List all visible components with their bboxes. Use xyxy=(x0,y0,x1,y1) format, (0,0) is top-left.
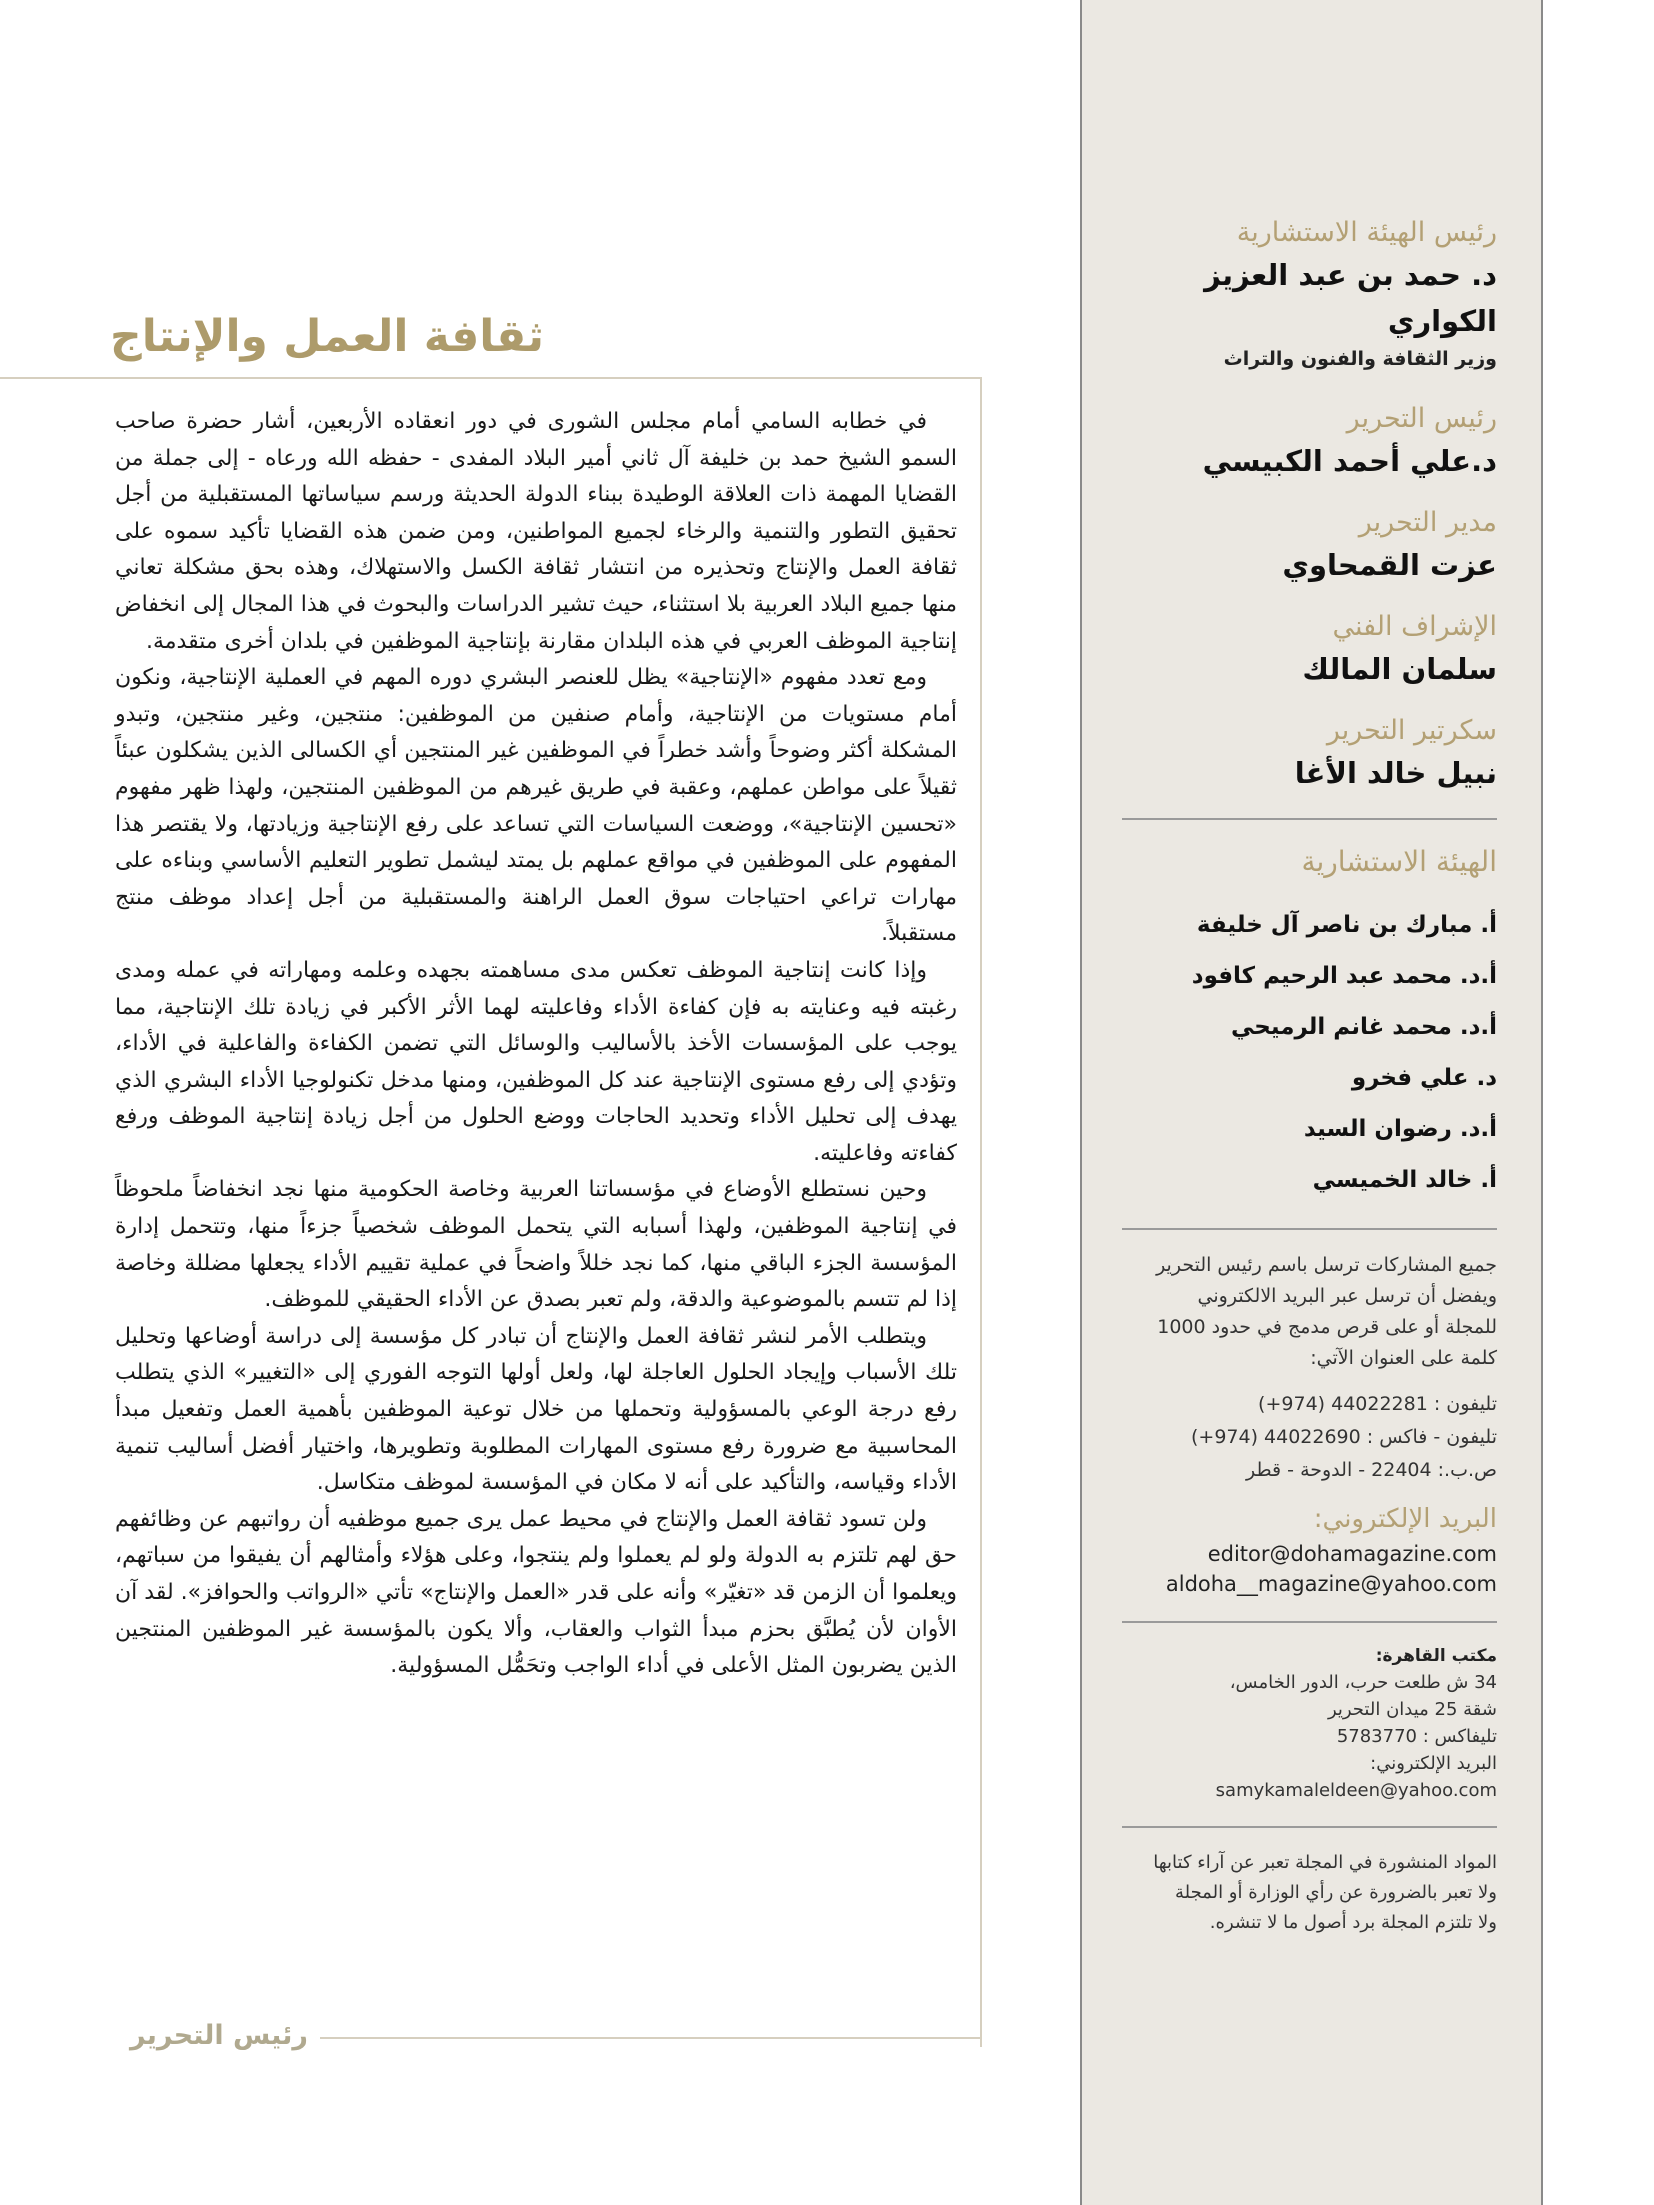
secretary-block xyxy=(1122,712,1497,796)
masthead-sidebar xyxy=(1080,0,1543,2205)
cairo-office-title: مكتب القاهرة: xyxy=(1375,1646,1497,1666)
sidebar-divider xyxy=(1122,1621,1497,1623)
article-paragraph: وإذا كانت إنتاجية الموظف تعكس مدى مساهمته بجهده وعلمه ومهاراته في عمله ومدى رغبته فيه وعنايته به فإن كفاءة الأداء وفاعليته لهما الأثر الأكبر في زيادة تلك الإنتاجية، مما يوجب على المؤسسات الأخذ بالأساليب والوسائل التي تضمن الكفاءة والفاعلية في الأداء، وتؤدي إلى رفع مستوى الإنتاجية عند كل الموظفين، ومنها مدخل تكنولوجيا الأداء البشري الذي يهدف إلى تحليل الأداء وتحديد الحاجات ووضع الحلول من أجل زيادة إنتاجية الموظف ورفع كفاءته وفاعليته. xyxy=(115,957,957,1166)
po-box: ص.ب.: 22404 - الدوحة - قطر xyxy=(1245,1459,1497,1481)
cairo-office-email[interactable]: samykamaleldeen@yahoo.com xyxy=(1215,1780,1497,1801)
article-signature: رئيس التحرير xyxy=(120,2020,318,2051)
fax-number: تليفون - فاكس : 44022690 (974+) xyxy=(1190,1426,1497,1448)
article-title: ثقافة العمل والإنتاج xyxy=(110,311,544,363)
secretary-title: سكرتير التحرير xyxy=(1326,715,1497,746)
advisory-head-position: وزير الثقافة والفنون والتراث xyxy=(1223,348,1497,370)
cairo-office-line: البريد الإلكتروني: xyxy=(1370,1753,1497,1774)
advisory-member: أ.د. رضوان السيد xyxy=(1303,1116,1497,1142)
disclaimer xyxy=(1122,1848,1497,1938)
advisory-head-name: د. حمد بن عبد العزيز الكواري xyxy=(1204,258,1497,338)
advisory-head-title: رئيس الهيئة الاستشارية xyxy=(1236,217,1497,248)
managing-editor-name: عزت القمحاوي xyxy=(1282,548,1497,582)
article-paragraph: ولن تسود ثقافة العمل والإنتاج في محيط عمل يرى جميع موظفيه أن رواتبهم عن وظائفهم حق لهم تلتزم به الدولة ولو لم يعملوا ولم ينتجوا، وعلى هؤلاء وأمثالهم أن يفيقوا من سباتهم، ويعلموا أن الزمن قد «تغيّر» وأنه على قدر «العمل والإنتاج» تأتي «الرواتب والحوافز». لقد آن الأوان لأن يُطبَّق بحزم مبدأ الثواب والعقاب، وألا يكون بالمؤسسة غير الموظفين المنتجين الذين يضربون المثل الأعلى في أداء الواجب وتحَمُّل المسؤولية. xyxy=(115,1506,957,1679)
managing-editor-title: مدير التحرير xyxy=(1358,507,1497,538)
editor-in-chief-name: د.علي أحمد الكبيسي xyxy=(1202,444,1497,478)
secretary-name: نبيل خالد الأغا xyxy=(1294,756,1497,790)
cairo-office-block xyxy=(1122,1643,1497,1804)
art-director-block xyxy=(1122,608,1497,692)
sidebar-divider xyxy=(1122,818,1497,820)
cairo-office-line: 34 ش طلعت حرب، الدور الخامس، xyxy=(1229,1672,1497,1693)
advisory-members-list xyxy=(1122,900,1497,1206)
advisory-member: أ. مبارك بن ناصر آل خليفة xyxy=(1196,912,1497,938)
cairo-office-line: شقة 25 ميدان التحرير xyxy=(1327,1699,1497,1720)
disclaimer-line: المواد المنشورة في المجلة تعبر عن آراء كتابها xyxy=(1153,1852,1497,1873)
submission-line: كلمة على العنوان الآتي: xyxy=(1310,1347,1497,1369)
sidebar-divider xyxy=(1122,1826,1497,1828)
advisory-member: أ.د. محمد غانم الرميحي xyxy=(1230,1014,1497,1040)
submission-line: للمجلة أو على قرص مدمج في حدود 1000 xyxy=(1157,1316,1497,1338)
email-link[interactable]: aldoha__magazine@yahoo.com xyxy=(1165,1572,1497,1596)
advisory-head-block xyxy=(1122,214,1497,374)
article-paragraph: وحين نستطلع الأوضاع في مؤسساتنا العربية وخاصة الحكومية منها نجد انخفاضاً ملحوظاً في إنتاجية الموظفين، ولهذا أسبابه التي يتحمل الموظف شخصياً جزءاً منها، وتتحمل إدارة المؤسسة الجزء الباقي منها، كما نجد خللاً واضحاً في عملية تقييم الأداء يجعلها مضللة وخاصة إذا لم تتسم بالموضوعية والدقة، ولم تعبر بصدق عن الأداء الحقيقي للموظف. xyxy=(115,1177,957,1313)
article-paragraph: في خطابه السامي أمام مجلس الشورى في دور انعقاده الأربعين، أشار حضرة صاحب السمو الشيخ حمد بن خليفة آل ثاني أمير البلاد المفدى - حفظه الله ورعاه - إلى جملة من القضايا المهمة ذات العلاقة الوطيدة ببناء الدولة الحديثة ورسم سياساتها المستقبلية من أجل تحقيق التطور والتنمية والرخاء لجميع المواطنين، ومن ضمن هذه القضايا تأكيد سموه على ثقافة العمل والإنتاج وتحذيره من انتشار ثقافة الكسل والاستهلاك، وهذه بحق مشكلة تعاني منها جميع البلاد العربية بلا استثناء، حيث تشير الدراسات والبحوث في هذا المجال إلى انخفاض إنتاجية الموظف العربي في هذه البلدان مقارنة بإنتاجية الموظفين في بلدان أخرى متقدمة. xyxy=(115,409,957,654)
advisory-member: د. علي فخرو xyxy=(1351,1065,1497,1091)
submission-line: ويفضل أن ترسل عبر البريد الالكتروني xyxy=(1197,1285,1497,1307)
contact-details xyxy=(1122,1388,1497,1487)
article-paragraph: ومع تعدد مفهوم «الإنتاجية» يظل للعنصر البشري دوره المهم في العملية الإنتاجية، ونكون أمام مستويات من الإنتاجية، وأمام صنفين من الموظفين: منتجين، وغير منتجين، وتبدو المشكلة أكثر وضوحاً وأشد خطراً في الموظفين غير المنتجين أي الكسالى الذين يشكلون عبئاً ثقيلاً على مواطن عملهم، وعقبة في طريق غيرهم من الموظفين المنتجين، ولهذا ظهر مفهوم «تحسين الإنتاجية»، ووضعت السياسات التي تساعد على رفع الإنتاجية وزيادتها، ولا يقتصر هذا المفهوم على الموظفين في مواقع عملهم بل يمتد ليشمل تطوير التعليم الأساسي وبناءه على مهارات تراعي احتياجات سوق العمل الراهنة والمستقبلية من أجل إعداد موظف منتج مستقبلاً. xyxy=(115,665,957,947)
art-director-title: الإشراف الفني xyxy=(1332,611,1497,642)
advisory-board-title: الهيئة الاستشارية xyxy=(1301,845,1497,878)
managing-editor-block xyxy=(1122,504,1497,588)
advisory-member: أ.د. محمد عبد الرحيم كافود xyxy=(1191,963,1497,989)
article-body xyxy=(115,404,957,1685)
advisory-member: أ. خالد الخميسي xyxy=(1312,1167,1497,1193)
disclaimer-line: ولا تعبر بالضرورة عن رأي الوزارة أو المجلة xyxy=(1174,1882,1497,1903)
submission-instructions xyxy=(1122,1250,1497,1374)
article-paragraph: ويتطلب الأمر لنشر ثقافة العمل والإنتاج أن تبادر كل مؤسسة إلى دراسة أوضاعها وتحليل تلك الأسباب وإيجاد الحلول العاجلة لها، ولعل أولها التوجه الفوري إلى «التغيير» الذي يتطلب رفع درجة الوعي بالمسؤولية وتحملها من خلال توعية الموظفين بأهمية العمل وتفعيل مبدأ المحاسبية مع ضرورة رفع مستوى المهارات المطلوبة وتطويرها، واختيار أفضل أساليب تنمية الأداء وقياسه، والتأكيد على أنه لا مكان في المؤسسة لموظف متكاسل. xyxy=(115,1323,957,1496)
signature-rule xyxy=(320,2037,980,2039)
email-title: البريد الإلكتروني: xyxy=(1313,1504,1497,1534)
editor-in-chief-title: رئيس التحرير xyxy=(1346,403,1497,434)
submission-line: جميع المشاركات ترسل باسم رئيس التحرير xyxy=(1156,1254,1497,1276)
sidebar-divider xyxy=(1122,1228,1497,1230)
cairo-office-line: تليفاكس : 5783770 xyxy=(1336,1726,1497,1747)
disclaimer-line: ولا تلتزم المجلة برد أصول ما لا تنشره. xyxy=(1209,1912,1497,1933)
email-link[interactable]: editor@dohamagazine.com xyxy=(1207,1542,1497,1566)
editor-in-chief-block xyxy=(1122,400,1497,484)
phone-number: تليفون : 44022281 (974+) xyxy=(1258,1393,1497,1415)
art-director-name: سلمان المالك xyxy=(1302,652,1497,686)
